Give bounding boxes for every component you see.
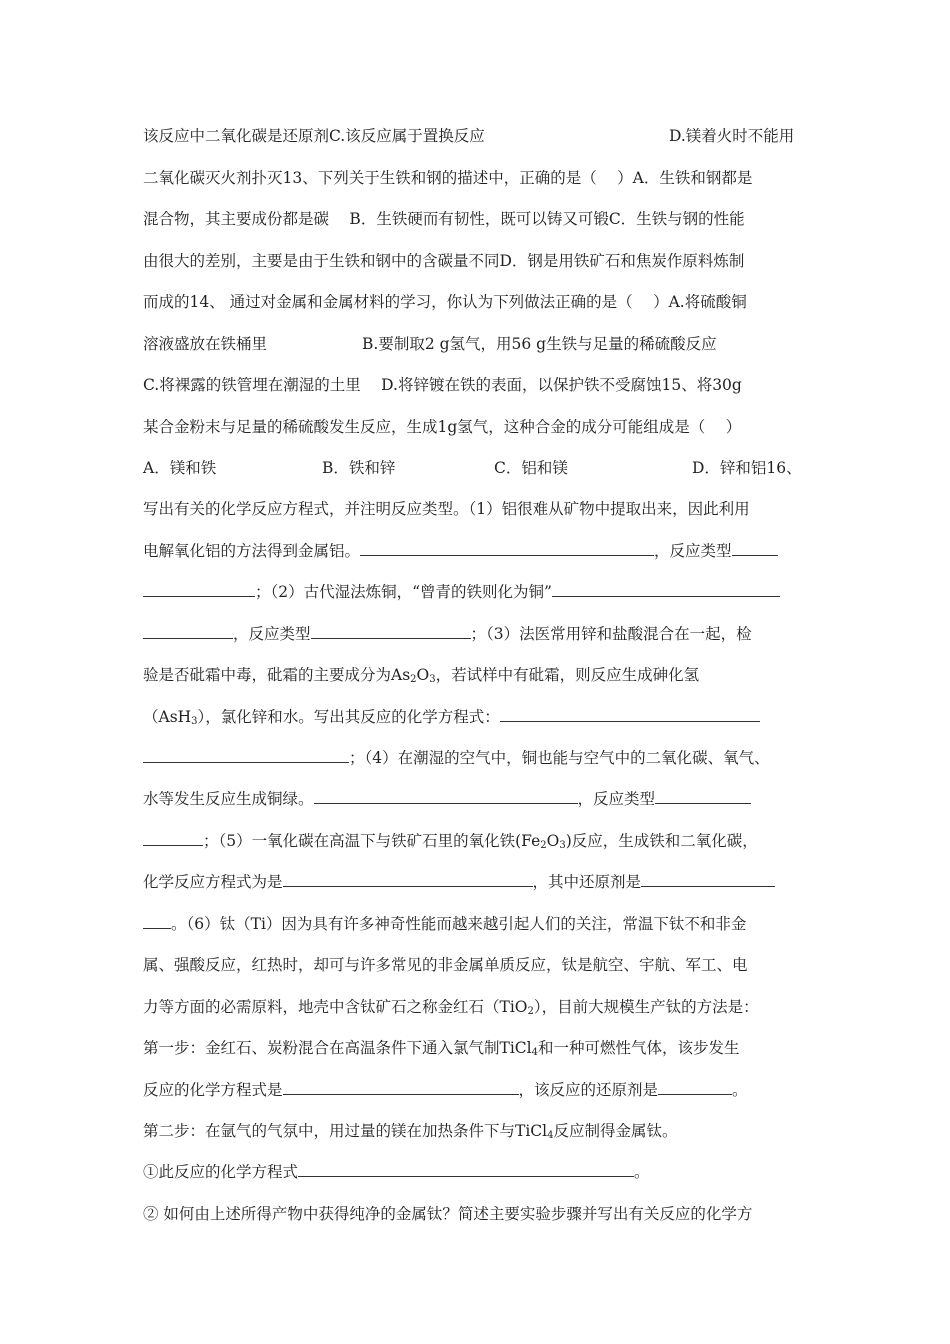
option-b: B．铁和锌 (322, 459, 396, 477)
answer-blank[interactable] (143, 582, 255, 597)
text-line-22: 力等方面的必需原料，地壳中含钛矿石之称金红石（TiO$_2$），目前大规模生产钛的方法是： (143, 998, 759, 1017)
answer-blank[interactable] (298, 1162, 634, 1177)
text-line-6-b: B.要制取2 g氢气，用56 g生铁与足量的稀硫酸反应 (362, 335, 717, 353)
text-line-1: 该反应中二氧化碳是还原剂C.该反应属于置换反应 (143, 127, 485, 145)
answer-blank[interactable] (143, 748, 349, 763)
answer-blank[interactable] (500, 707, 760, 722)
text-line-12: ；（2）古代湿法炼铜，“曾青的铁则化为铜” (143, 582, 780, 602)
answer-blank[interactable] (655, 789, 751, 804)
text-line-10: 写出有关的化学反应方程式，并注明反应类型。（1）铝很难从矿物中提取出来，因此利用 (143, 500, 750, 518)
answer-blank[interactable] (360, 541, 654, 556)
text-line-18: ；（5）一氧化碳在高温下与铁矿石里的氧化铁$(Fe_2O_3)$反应，生成铁和二氧化碳， (143, 831, 758, 851)
answer-blank[interactable] (311, 624, 471, 639)
text-line-25: 第二步：在氩气的气氛中，用过量的镁在加热条件下与TiCl$_4$反应制得金属钛。 (143, 1122, 678, 1141)
text-line-27: ② 如何由上述所得产物中获得纯净的金属钛？简述主要实验步骤并写出有关反应的化学方 (143, 1205, 753, 1223)
text-line-14: 验是否砒霜中毒，砒霜的主要成分为$As_2O_3$，若试样中有砒霜，则反应生成砷化氢 (143, 666, 700, 685)
answer-blank[interactable] (143, 914, 171, 929)
text-line-11: 电解氧化铝的方法得到金属铝。 ，反应类型 (143, 541, 778, 561)
text-line-15: （AsH$_3$），氯化锌和水。写出其反应的化学方程式： (143, 707, 760, 727)
answer-blank[interactable] (143, 831, 203, 846)
answer-blank[interactable] (314, 789, 578, 804)
answer-blank[interactable] (552, 582, 780, 597)
text-line-6: 溶液盛放在铁桶里 (143, 335, 268, 353)
text-line-17: 水等发生反应生成铜绿。 ，反应类型 (143, 789, 751, 809)
answer-blank[interactable] (641, 872, 775, 887)
text-line-2: 二氧化碳灭火剂扑灭13、下列关于生铁和钢的描述中，正确的是（ ）A．生铁和钢都是 (143, 169, 753, 187)
text-line-16: ；（4）在潮湿的空气中，铜也能与空气中的二氧化碳、氧气、 (143, 748, 770, 768)
answer-blank[interactable] (283, 1080, 519, 1095)
option-d-line-1: D.镁着火时不能用 (669, 127, 795, 145)
text-line-19: 化学反应方程式为是 ，其中还原剂是 (143, 872, 775, 892)
text-line-23: 第一步：金红石、炭粉混合在高温条件下通入氯气制TiCl$_4$和一种可燃性气体，该步发生 (143, 1039, 740, 1058)
text-line-24: 反应的化学方程式是 ，该反应的还原剂是 。 (143, 1081, 748, 1099)
answer-blank[interactable] (283, 872, 533, 887)
answer-blank[interactable] (658, 1080, 732, 1095)
answer-blank[interactable] (143, 624, 233, 639)
text-line-13: ，反应类型 ；（3）法医常用锌和盐酸混合在一起，检 (143, 624, 752, 644)
text-line-20: 。（6）钛（Ti）因为具有许多神奇性能而越来越引起人们的关注，常温下钛不和非金 (143, 914, 746, 934)
option-a: A．镁和铁 (143, 459, 217, 477)
text-line-26: ①此反应的化学方程式 。 (143, 1163, 650, 1181)
text-line-4: 由很大的差别，主要是由于生铁和钢中的含碳量不同D．钢是用铁矿石和焦炭作原料炼制 (143, 252, 745, 270)
text-line-5: 而成的14、 通过对金属和金属材料的学习，你认为下列做法正确的是（ ）A.将硫酸铜 (143, 293, 747, 311)
option-c: C．铝和镁 (494, 459, 568, 477)
text-line-8: 某合金粉末与足量的稀硫酸发生反应，生成1g氢气，这种合金的成分可能组成是（ ） (143, 418, 742, 436)
answer-blank[interactable] (732, 541, 778, 556)
text-line-21: 属、强酸反应，红热时，却可与许多常见的非金属单质反应，钛是航空、宇航、军工、电 (143, 956, 748, 974)
text-line-7: C.将裸露的铁管埋在潮湿的土里 D.将锌镀在铁的表面，以保护铁不受腐蚀15、将30g (143, 376, 742, 394)
text-line-3: 混合物，其主要成份都是碳 B．生铁硬而有韧性，既可以铸又可锻C．生铁与钢的性能 (143, 210, 745, 228)
option-d: D．锌和铝16、 (692, 459, 802, 477)
